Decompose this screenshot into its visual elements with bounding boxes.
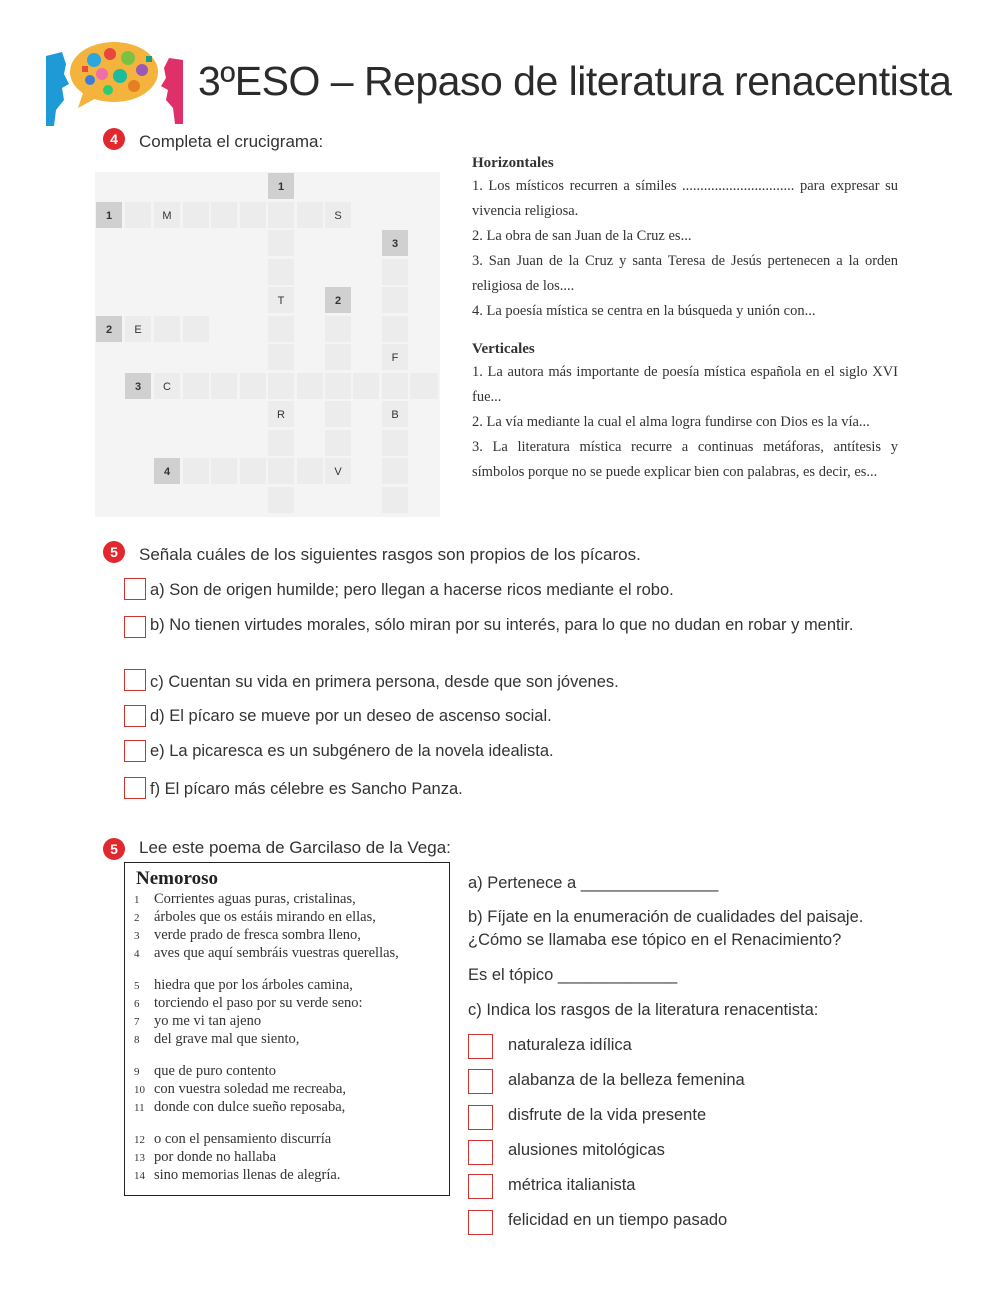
line-text: hiedra que por los árboles camina,	[154, 977, 353, 993]
checkbox[interactable]	[468, 1174, 493, 1199]
poem-line	[134, 1167, 340, 1184]
crossword-letter: B	[391, 409, 399, 421]
line-number: 12	[134, 1134, 145, 1146]
trait-text: naturaleza idílica	[508, 1036, 632, 1054]
trait-text: alusiones mitológicas	[508, 1141, 665, 1159]
poem-line	[134, 1013, 261, 1030]
question-a: a) Pertenece a _______________	[468, 874, 719, 892]
crossword-h1-number: 1	[105, 210, 113, 222]
line-text: árboles que os estáis mirando en ellas,	[154, 909, 376, 925]
checkbox[interactable]	[124, 669, 146, 691]
clue-item: 3. San Juan de la Cruz y santa Teresa de Jesús pertenecen a la orden religiosa de los....	[472, 253, 898, 294]
trait-text: disfrute de la vida presente	[508, 1106, 707, 1124]
section-number-badge: 5	[103, 541, 125, 563]
speech-heads-logo-icon	[42, 38, 187, 128]
line-number: 1	[134, 894, 140, 906]
option-text: c) Cuentan su vida en primera persona, desde que son jóvenes.	[150, 673, 619, 691]
line-text: o con el pensamiento discurría	[154, 1131, 332, 1147]
crossword-letter: M	[162, 210, 172, 222]
poem-line	[134, 1149, 276, 1166]
checkbox[interactable]	[468, 1034, 493, 1059]
question-b-answer: Es el tópico _____________	[468, 966, 678, 984]
option-text: e) La picaresca es un subgénero de la novela idealista.	[150, 742, 554, 760]
section-number-badge: 4	[103, 128, 125, 150]
line-number: 14	[134, 1170, 145, 1182]
checkbox[interactable]	[124, 705, 146, 727]
line-number: 4	[134, 948, 140, 960]
poem-line	[134, 927, 361, 944]
line-text: donde con dulce sueño reposaba,	[154, 1099, 346, 1115]
checkbox[interactable]	[468, 1069, 493, 1094]
crossword-letter: T	[277, 295, 285, 307]
line-text: sino memorias llenas de alegría.	[154, 1167, 341, 1183]
crossword-h2-number: 2	[105, 324, 113, 336]
line-number: 11	[134, 1102, 145, 1114]
clues-vertical-title: Verticales	[472, 341, 535, 357]
checkbox[interactable]	[468, 1210, 493, 1235]
page-title: 3ºESO – Repaso de literatura renacentista	[198, 58, 952, 104]
poem-line	[134, 945, 399, 962]
checkbox[interactable]	[124, 777, 146, 799]
line-text: verde prado de fresca sombra lleno,	[154, 927, 361, 943]
section-number-badge: 5	[103, 838, 125, 860]
clues-horizontal-title: Horizontales	[472, 155, 554, 171]
line-number: 10	[134, 1084, 145, 1096]
section-heading: Lee este poema de Garcilaso de la Vega:	[139, 838, 451, 857]
line-number: 2	[134, 912, 140, 924]
crossword-grid	[95, 172, 440, 517]
poem-line	[134, 1099, 345, 1116]
trait-text: felicidad en un tiempo pasado	[508, 1211, 728, 1229]
crossword-v3-number: 3	[391, 238, 399, 250]
line-number: 13	[134, 1152, 145, 1164]
poem-line	[134, 1063, 276, 1080]
poem-line	[134, 1031, 299, 1048]
crossword-letter: C	[163, 381, 171, 393]
clue-item: 1. La autora más importante de poesía mística española en el siglo XVI fue...	[472, 364, 898, 405]
crossword-letter: V	[334, 466, 342, 478]
crossword-v2-number: 2	[334, 295, 342, 307]
question-c: c) Indica los rasgos de la literatura renacentista:	[468, 1001, 819, 1019]
section-heading: Completa el crucigrama:	[139, 132, 324, 151]
poem-line	[134, 977, 353, 994]
clue-item: 3. La literatura mística recurre a continuas metáforas, antítesis y símbolos porque no se puede explicar bien con palabras, es decir, es...	[472, 439, 898, 480]
crossword-letter: F	[391, 352, 399, 364]
poem-title: Nemoroso	[136, 868, 218, 889]
poem-line	[134, 891, 356, 908]
question-b: b) Fíjate en la enumeración de cualidades del paisaje. ¿Cómo se llamaba ese tópico en el Renacimiento?	[468, 908, 864, 949]
crossword-letter: S	[334, 210, 342, 222]
line-text: torciendo el paso por su verde seno:	[154, 995, 363, 1011]
line-number: 5	[134, 980, 140, 992]
option-text: d) El pícaro se mueve por un deseo de ascenso social.	[150, 707, 552, 725]
crossword-clues	[472, 152, 898, 485]
line-text: yo me vi tan ajeno	[154, 1013, 262, 1029]
line-number: 7	[134, 1016, 140, 1028]
option-text: a) Son de origen humilde; pero llegan a hacerse ricos mediante el robo.	[150, 581, 674, 599]
trait-text: métrica italianista	[508, 1176, 636, 1194]
line-text: que de puro contento	[154, 1063, 277, 1079]
checkbox[interactable]	[124, 740, 146, 762]
option-text: f) El pícaro más célebre es Sancho Panza.	[150, 780, 463, 798]
line-number: 6	[134, 998, 140, 1010]
checkbox[interactable]	[124, 578, 146, 600]
option-text: b) No tienen virtudes morales, sólo miran por su interés, para lo que no dudan en robar y mentir.	[150, 616, 854, 634]
line-number: 8	[134, 1034, 140, 1046]
poem-line	[134, 909, 376, 926]
line-text: del grave mal que siento,	[154, 1031, 300, 1047]
clue-item: 2. La vía mediante la cual el alma logra fundirse con Dios es la vía...	[472, 414, 870, 430]
line-text: por donde no hallaba	[154, 1149, 277, 1165]
checkbox[interactable]	[468, 1105, 493, 1130]
clue-item: 1. Los místicos recurren a símiles ............................... para expresar su vivencia religiosa.	[472, 178, 898, 219]
clue-item: 2. La obra de san Juan de la Cruz es...	[472, 228, 692, 244]
trait-text: alabanza de la belleza femenina	[508, 1071, 745, 1089]
line-number: 9	[134, 1066, 140, 1078]
poem-line	[134, 995, 363, 1012]
checkbox[interactable]	[124, 616, 146, 638]
crossword-letter: E	[134, 324, 142, 336]
crossword-h3-number: 3	[134, 381, 142, 393]
checkbox[interactable]	[468, 1140, 493, 1165]
line-text: aves que aquí sembráis vuestras querellas,	[154, 945, 399, 961]
clue-item: 4. La poesía mística se centra en la búsqueda y unión con...	[472, 303, 816, 319]
line-number: 3	[134, 930, 140, 942]
line-text: Corrientes aguas puras, cristalinas,	[154, 891, 356, 907]
crossword-letter: R	[277, 409, 285, 421]
poem-line	[134, 1081, 346, 1098]
section-heading: Señala cuáles de los siguientes rasgos son propios de los pícaros.	[139, 545, 641, 564]
crossword-v1-number: 1	[277, 181, 285, 193]
crossword-h4-number: 4	[163, 466, 171, 478]
line-text: con vuestra soledad me recreaba,	[154, 1081, 347, 1097]
poem-line	[134, 1131, 331, 1148]
